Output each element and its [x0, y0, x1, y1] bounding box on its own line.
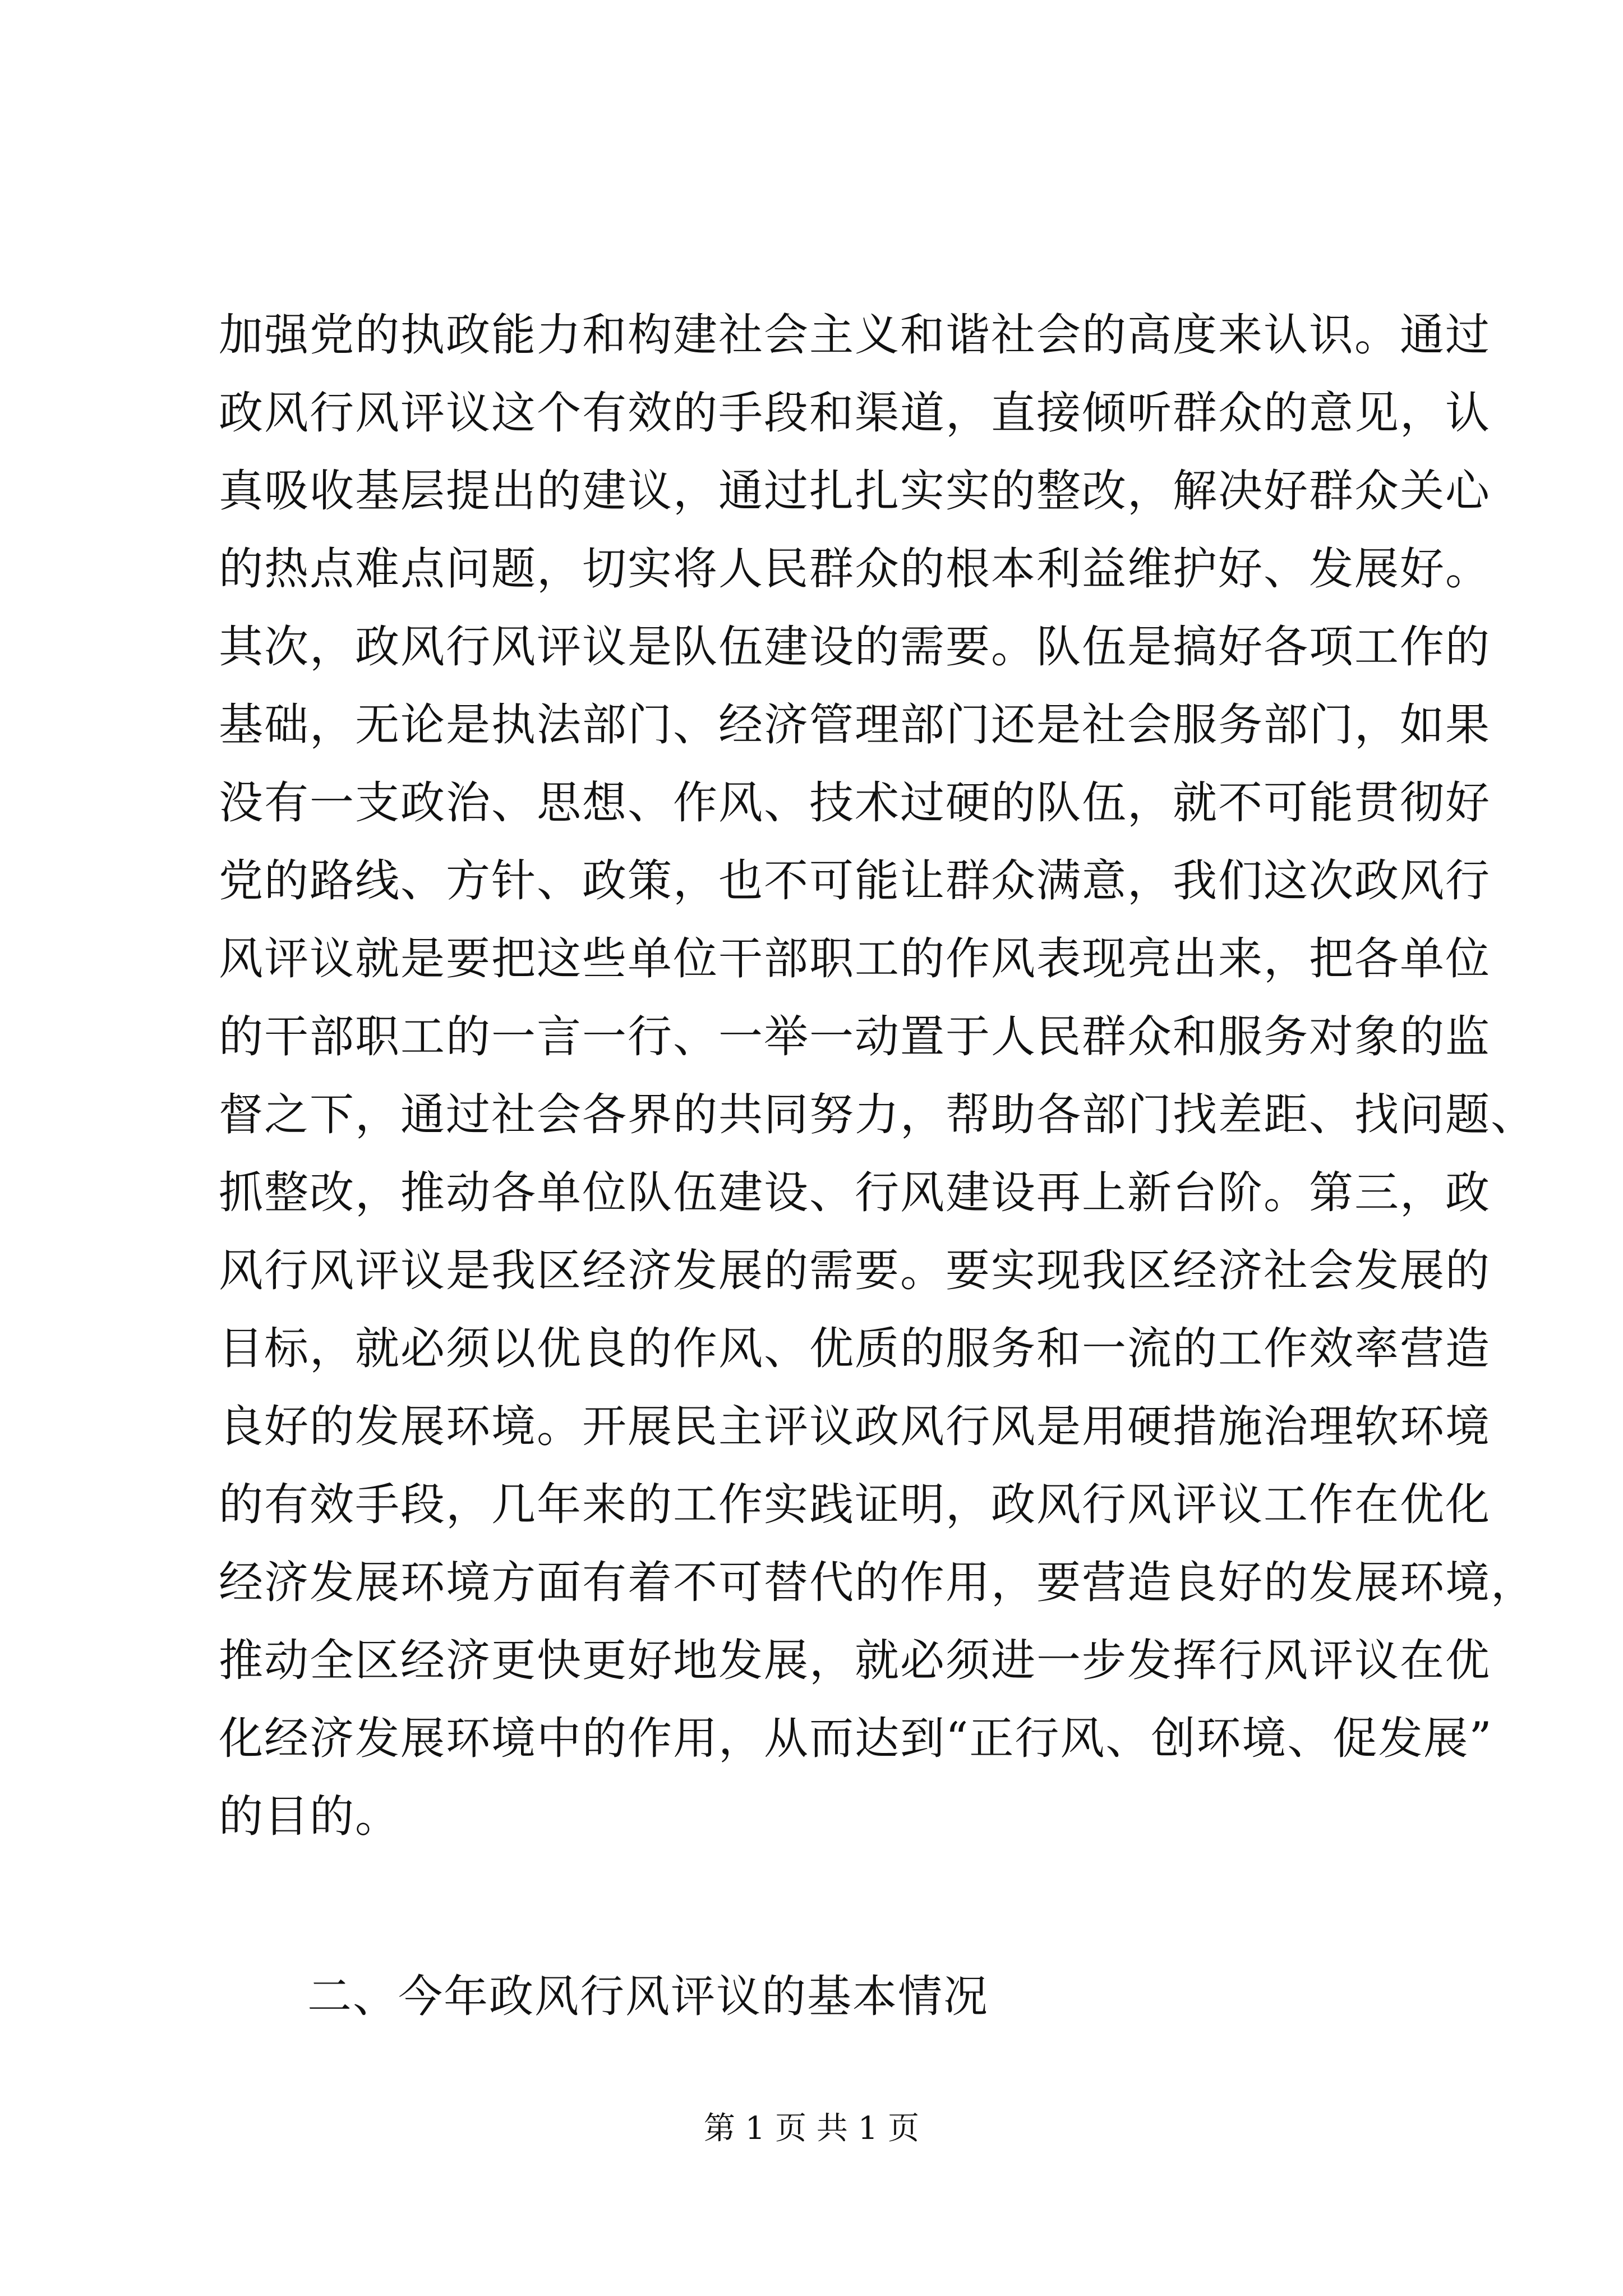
- paragraph-line: 经济发展环境方面有着不可替代的作用，要营造良好的发展环境，: [219, 1557, 1536, 1608]
- section-heading: 二、今年政风行风评议的基本情况: [307, 1971, 989, 2022]
- paragraph-line: 党的路线、方针、政策，也不可能让群众满意，我们这次政风行: [219, 855, 1491, 907]
- paragraph-line: 风行风评议是我区经济发展的需要。要实现我区经济社会发展的: [219, 1245, 1491, 1296]
- page-footer: 第 1 页 共 1 页: [703, 2110, 920, 2147]
- paragraph-line: 基础，无论是执法部门、经济管理部门还是社会服务部门，如果: [219, 699, 1491, 751]
- paragraph-line: 的热点难点问题，切实将人民群众的根本利益维护好、发展好。: [219, 543, 1491, 595]
- paragraph-line: 风评议就是要把这些单位干部职工的作风表现亮出来，把各单位: [219, 933, 1491, 984]
- paragraph-line: 没有一支政治、思想、作风、技术过硬的队伍，就不可能贯彻好: [219, 777, 1491, 829]
- paragraph-line: 良好的发展环境。开展民主评议政风行风是用硬措施治理软环境: [219, 1401, 1491, 1452]
- body-paragraph: [219, 296, 1536, 1856]
- paragraph-line: 的干部职工的一言一行、一举一动置于人民群众和服务对象的监: [219, 1011, 1491, 1062]
- paragraph-line: 加强党的执政能力和构建社会主义和谐社会的高度来认识。通过: [219, 309, 1491, 361]
- paragraph-line: 化经济发展环境中的作用，从而达到“正行风、创环境、促发展”: [219, 1713, 1493, 1764]
- paragraph-line: 目标，就必须以优良的作风、优质的服务和一流的工作效率营造: [219, 1323, 1491, 1374]
- paragraph-line: 真吸收基层提出的建议，通过扎扎实实的整改，解决好群众关心: [219, 465, 1491, 517]
- paragraph-line: 其次，政风行风评议是队伍建设的需要。队伍是搞好各项工作的: [219, 621, 1491, 673]
- paragraph-line: 的有效手段，几年来的工作实践证明，政风行风评议工作在优化: [219, 1479, 1491, 1530]
- paragraph-line: 政风行风评议这个有效的手段和渠道，直接倾听群众的意见，认: [219, 387, 1491, 439]
- paragraph-line: 抓整改，推动各单位队伍建设、行风建设再上新台阶。第三，政: [219, 1167, 1491, 1218]
- paragraph-line: 的目的。: [219, 1791, 400, 1842]
- paragraph-line: 督之下，通过社会各界的共同努力，帮助各部门找差距、找问题、: [219, 1089, 1536, 1140]
- paragraph-line: 推动全区经济更快更好地发展，就必须进一步发挥行风评议在优: [219, 1635, 1491, 1686]
